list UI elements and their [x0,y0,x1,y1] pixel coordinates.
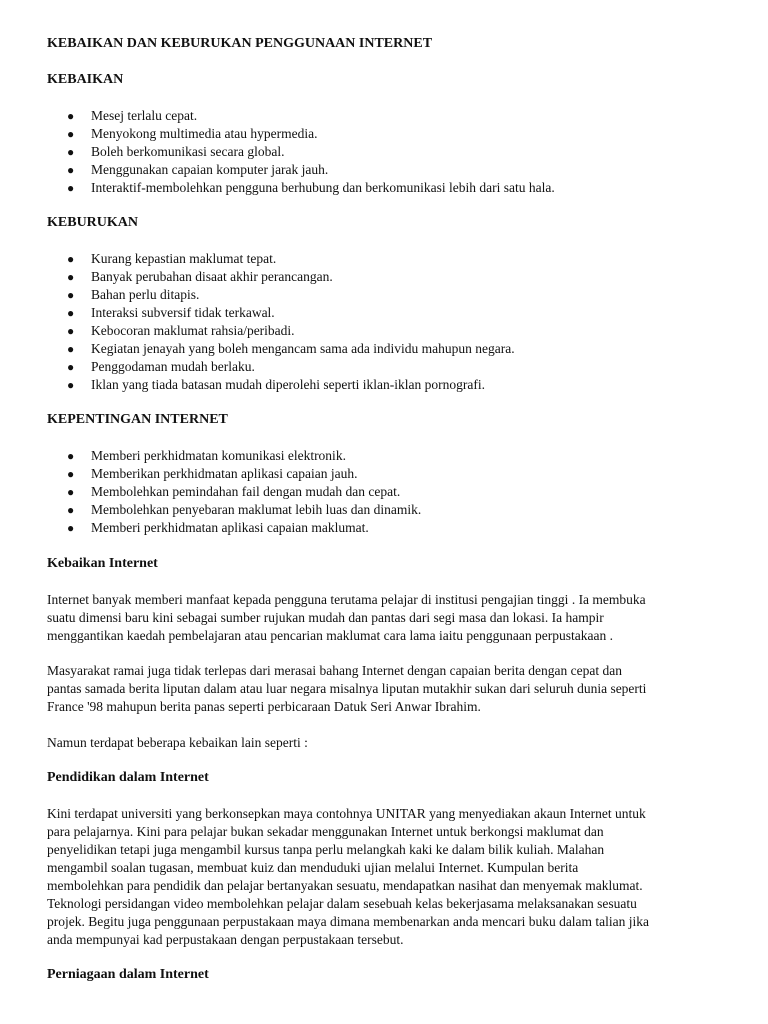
list-item [47,286,515,304]
bullet-icon: ● [67,181,75,195]
document-title: KEBAIKAN DAN KEBURUKAN PENGGUNAAN INTERNET [47,36,433,51]
bullet-icon: ● [67,485,75,499]
paragraph-line: projek. Begitu juga penggunaan perpustakaan maya dimana membenarkan anda mencari buku dalam talian jika [47,914,650,929]
list-item [47,322,515,340]
list-item-text: Memberi perkhidmatan aplikasi capaian maklumat. [91,520,369,535]
list-item [47,376,515,394]
list-item [47,107,555,125]
paragraph-line: Teknologi persidangan video membolehkan pelajar dalam sesebuah kelas bekerjasama melaksanakan sesuatu [47,896,637,911]
list-item-text: Memberikan perkhidmatan aplikasi capaian jauh. [91,466,358,481]
list-item-text: Bahan perlu ditapis. [91,287,200,302]
bullet-icon: ● [67,503,75,517]
bullet-icon: ● [67,270,75,284]
bullet-icon: ● [67,521,75,535]
list-item [47,340,515,358]
list-item [47,250,515,268]
bullet-icon: ● [67,360,75,374]
list-item [47,483,421,501]
bullet-icon: ● [67,145,75,159]
paragraph-line: para pelajarnya. Kini para pelajar bukan sekadar menggunakan Internet untuk berkongsi maklumat dan [47,824,604,839]
bullet-icon: ● [67,163,75,177]
paragraph-line: Namun terdapat beberapa kebaikan lain seperti : [47,735,308,750]
bullet-icon: ● [67,378,75,392]
list-item-text: Menggunakan capaian komputer jarak jauh. [91,162,329,177]
keburukan-list [47,250,515,394]
paragraph-line: Internet banyak memberi manfaat kepada pengguna terutama pelajar di institusi pengajian tinggi . Ia membuka [47,592,646,607]
list-item [47,143,555,161]
list-item-text: Kegiatan jenayah yang boleh mengancam sama ada individu mahupun negara. [91,341,515,356]
paragraph [47,805,727,949]
list-item-text: Memberi perkhidmatan komunikasi elektronik. [91,448,346,463]
bullet-icon: ● [67,342,75,356]
list-item-text: Interaktif-membolehkan pengguna berhubung dan berkomunikasi lebih dari satu hala. [91,180,555,195]
section-heading-kebaikan: KEBAIKAN [47,72,124,87]
section-heading-perniagaan: Perniagaan dalam Internet [47,967,209,982]
list-item-text: Menyokong multimedia atau hypermedia. [91,126,318,141]
list-item-text: Iklan yang tiada batasan mudah diperolehi seperti iklan-iklan pornografi. [91,377,485,392]
section-heading-kebaikan-internet: Kebaikan Internet [47,556,158,571]
list-item-text: Kebocoran maklumat rahsia/peribadi. [91,323,295,338]
list-item-text: Boleh berkomunikasi secara global. [91,144,285,159]
paragraph-line: mengambil soalan tugasan, membuat kuiz dan menduduki ujian melalui Internet. Kumpulan berita [47,860,579,875]
bullet-icon: ● [67,288,75,302]
paragraph [47,662,727,716]
paragraph-line: pantas samada berita liputan dalam atau luar negara misalnya liputan mutakhir sukan dari seluruh dunia seperti [47,681,647,696]
list-item [47,161,555,179]
kepentingan-list [47,447,421,537]
paragraph-line: suatu dimensi baru kini sebagai sumber rujukan mudah dan pantas dari segi masa dan lokasi. Ia hampir [47,610,604,625]
list-item-text: Membolehkan penyebaran maklumat lebih luas dan dinamik. [91,502,422,517]
list-item [47,268,515,286]
list-item-text: Penggodaman mudah berlaku. [91,359,255,374]
list-item [47,304,515,322]
list-item [47,125,555,143]
list-item-text: Banyak perubahan disaat akhir perancangan. [91,269,333,284]
section-heading-kepentingan: KEPENTINGAN INTERNET [47,412,228,427]
bullet-icon: ● [67,449,75,463]
list-item-text: Interaksi subversif tidak terkawal. [91,305,275,320]
kebaikan-list [47,107,555,197]
paragraph-line: penyelidikan tetapi juga mengambil kursus tanpa perlu melangkah kaki ke dalam bilik kuliah. Malahan [47,842,605,857]
paragraph-line: France '98 mahupun berita panas seperti perbicaraan Datuk Seri Anwar Ibrahim. [47,699,481,714]
list-item [47,465,421,483]
list-item-text: Membolehkan pemindahan fail dengan mudah dan cepat. [91,484,401,499]
list-item [47,501,421,519]
list-item [47,179,555,197]
list-item [47,358,515,376]
paragraph-line: membolehkan para pendidik dan pelajar bertanyakan sesuatu, mendapatkan nasihat dan menyemak maklumat. [47,878,643,893]
bullet-icon: ● [67,306,75,320]
bullet-icon: ● [67,324,75,338]
section-heading-pendidikan: Pendidikan dalam Internet [47,770,209,785]
bullet-icon: ● [67,252,75,266]
paragraph [47,734,727,752]
bullet-icon: ● [67,109,75,123]
list-item-text: Kurang kepastian maklumat tepat. [91,251,277,266]
list-item-text: Mesej terlalu cepat. [91,108,198,123]
paragraph-line: Kini terdapat universiti yang berkonsepkan maya contohnya UNITAR yang menyediakan akaun Internet untuk [47,806,646,821]
bullet-icon: ● [67,127,75,141]
paragraph-line: menggantikan kaedah pembelajaran atau pencarian maklumat cara lama iaitu penggunaan perpustakaan . [47,628,613,643]
bullet-icon: ● [67,467,75,481]
paragraph [47,591,727,645]
list-item [47,519,421,537]
paragraph-line: anda mempunyai kad perpustakaan dengan perpustakaan tersebut. [47,932,404,947]
paragraph-line: Masyarakat ramai juga tidak terlepas dari merasai bahang Internet dengan capaian berita dengan cepat dan [47,663,622,678]
section-heading-keburukan: KEBURUKAN [47,215,139,230]
list-item [47,447,421,465]
